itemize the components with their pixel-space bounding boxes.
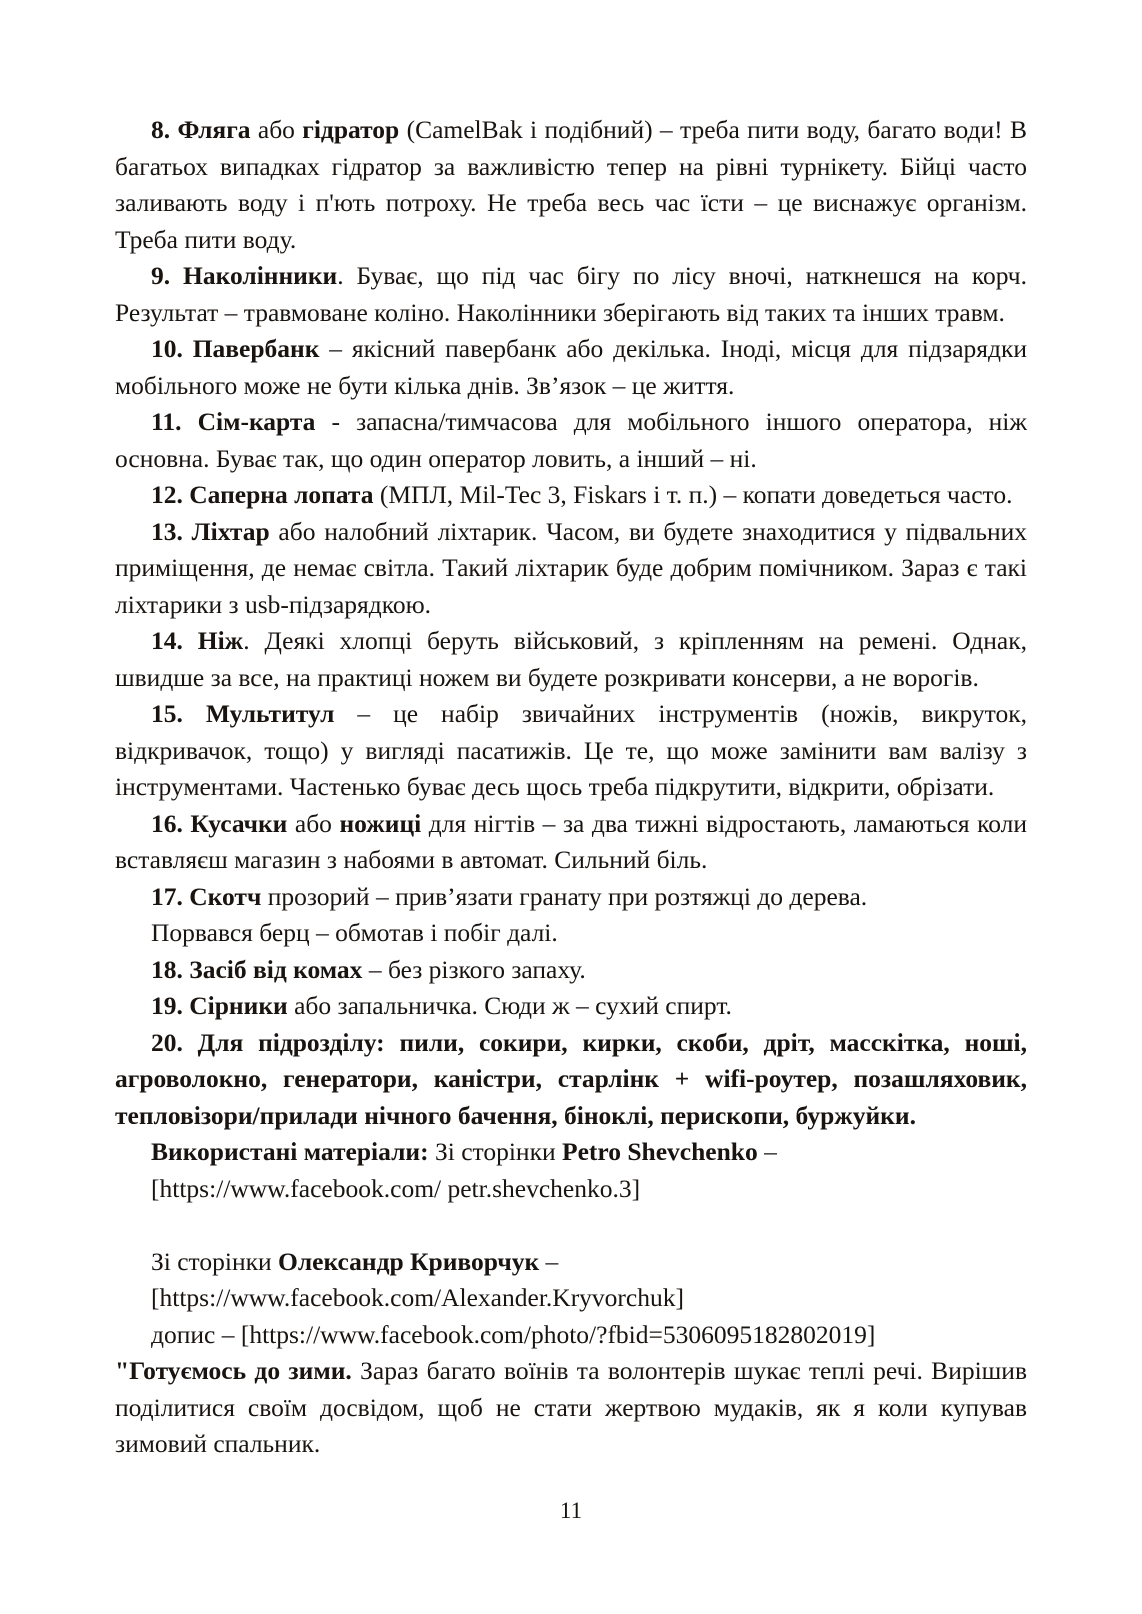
source-url[interactable]: [https://www.facebook.com/ petr.shevchenko.3] [151, 1173, 641, 1203]
item-body: - запасна/тимчасова для мобільного іншого оператора, ніж основна. Буває так, що один оператор ловить, а інший – ні. [115, 407, 1028, 473]
item-term: Для підрозділу: пили, сокири, кирки, скоби, дріт, масскітка, ноші, агроволокно, генератори, каністри, старлінк + wifi-роутер, позашляховик, тепловізори/прилади нічного бачення, біноклі, перископи, буржуйки. [115, 1027, 1027, 1130]
item-body: (МПЛ, Mil-Tec 3, Fiskars і т. п.) – копати доведеться часто. [373, 480, 1013, 509]
closing-paragraph [115, 1353, 1027, 1463]
list-item [115, 112, 1027, 258]
item-term: Саперна лопата [189, 480, 374, 509]
item-term-secondary: гідратор [302, 115, 400, 144]
list-item [115, 404, 1027, 477]
item-connector: або [250, 115, 303, 144]
closing-bold-lead: Готуємось до зими. [129, 1356, 352, 1385]
source-post-url[interactable]: [https://www.facebook.com/photo/?fbid=5306095182802019] [240, 1319, 876, 1349]
item-number: 15. [151, 699, 183, 728]
list-item [115, 879, 1027, 916]
item-term: Кусачки [190, 808, 288, 838]
item-number: 13. [151, 516, 183, 546]
item-body: Порвався берц – обмотав і побіг далі. [151, 918, 558, 947]
item-body: для нігтів – за два тижні відростають, ламаються коли вставляєш магазин з набоями в автомат. Сильний біль. [115, 808, 1028, 874]
list-item [115, 258, 1027, 331]
sources-line-4 [115, 1280, 1027, 1317]
list-item [115, 988, 1027, 1025]
list-item [115, 952, 1027, 989]
item-term: Павербанк [192, 334, 320, 363]
sources-line-1 [115, 1134, 1027, 1171]
item-term: Мультитул [205, 699, 335, 728]
sources-line-2 [115, 1171, 1027, 1208]
page-body [115, 112, 1027, 1463]
item-term: Сім-карта [197, 407, 316, 436]
list-item [115, 1025, 1027, 1135]
sources-post-prefix: допис – [151, 1319, 241, 1349]
source-author-name: Олександр Криворчук [278, 1246, 540, 1276]
item-body: . Деякі хлопці беруть військовий, з кріпленням на ремені. Однак, швидше за все, на практиці ножем ви будете розкривати консерви, а не ворогів. [115, 626, 1028, 692]
sources-prefix: Зі сторінки [428, 1137, 562, 1166]
quote-open: " [115, 1356, 130, 1385]
item-term: Ніж [197, 626, 244, 655]
item-number: 9. [151, 261, 171, 290]
sources-label: Використані матеріали: [151, 1137, 429, 1166]
list-item [115, 623, 1027, 696]
item-body: – без різкого запаху. [362, 954, 586, 984]
item-term: Сірники [189, 991, 288, 1020]
item-number: 19. [151, 991, 183, 1020]
item-term: Ліхтар [191, 516, 270, 546]
item-body: або запальничка. Сюди ж – сухий спирт. [287, 991, 732, 1020]
item-number: 12. [151, 480, 183, 509]
paragraph-spacer [115, 1207, 1027, 1244]
source-url[interactable]: [https://www.facebook.com/Alexander.Kryvorchuk] [151, 1283, 684, 1312]
item-body: – якісний павербанк або декілька. Іноді, місця для підзарядки мобільного може не бути кілька днів. Зв’язок – це життя. [115, 334, 1027, 400]
item-number: 10. [151, 334, 183, 363]
closing-body: Зараз багато воїнів та волонтерів шукає теплі речі. Вирішив поділитися своїм досвідом, щоб не стати жертвою мудаків, як я коли купував зимовий спальник. [115, 1356, 1027, 1458]
item-body: (CamelBak і подібний) – треба пити воду, багато води! В багатьох випадках гідратор за важливістю тепер на рівні турнікету. Бійці часто заливають воду і п'ють потроху. Не треба весь час їсти – це виснажує організм. Треба пити воду. [115, 115, 1028, 254]
item-body: прозорий – прив’язати гранату при розтяжці до дерева. [261, 881, 868, 911]
item-number: 11. [151, 407, 182, 436]
sources-prefix: Зі сторінки [151, 1246, 279, 1276]
sources-line-5 [115, 1317, 1027, 1354]
source-author-name: Petro Shevchenko [562, 1137, 758, 1166]
list-item [115, 331, 1027, 404]
sources-dash: – [757, 1137, 777, 1166]
list-item [115, 477, 1027, 514]
item-body: – це набір звичайних інструментів (ножів, викруток, відкривачок, тощо) у вигляді пасатижів. Це те, що може замінити вам валізу з інструментами. Частенько буває десь щось треба підкрутити, відкрити, обрізати. [115, 699, 1028, 801]
sources-dash: – [539, 1246, 559, 1276]
item-number: 18. [151, 954, 183, 984]
item-body: або налобний ліхтарик. Часом, ви будете знаходитися у підвальних приміщення, де немає світла. Такий ліхтарик буде добрим помічником. Зараз є такі ліхтарики з usb-підзарядкою. [115, 516, 1027, 619]
item-number: 14. [151, 626, 183, 655]
item-number: 17. [151, 881, 183, 911]
item-term: Фляга [177, 115, 251, 144]
list-item [115, 514, 1027, 624]
item-number: 20. [151, 1027, 183, 1057]
list-item [115, 696, 1027, 806]
item-term: Скотч [189, 881, 262, 911]
item-term-secondary: ножиці [339, 808, 422, 838]
item-term: Наколінники [183, 261, 338, 290]
list-item-continuation [115, 915, 1027, 952]
item-number: 16. [151, 808, 183, 838]
item-term: Засіб від комах [189, 954, 363, 984]
item-body: . Буває, що під час бігу по лісу вночі, наткнешся на корч. Результат – травмоване коліно. Наколінники зберігають від таких та інших травм. [115, 261, 1028, 327]
list-item [115, 806, 1027, 879]
sources-line-3 [115, 1244, 1027, 1281]
item-number: 8. [151, 115, 171, 144]
page-number: 11 [559, 1498, 583, 1523]
item-connector: або [287, 808, 340, 838]
